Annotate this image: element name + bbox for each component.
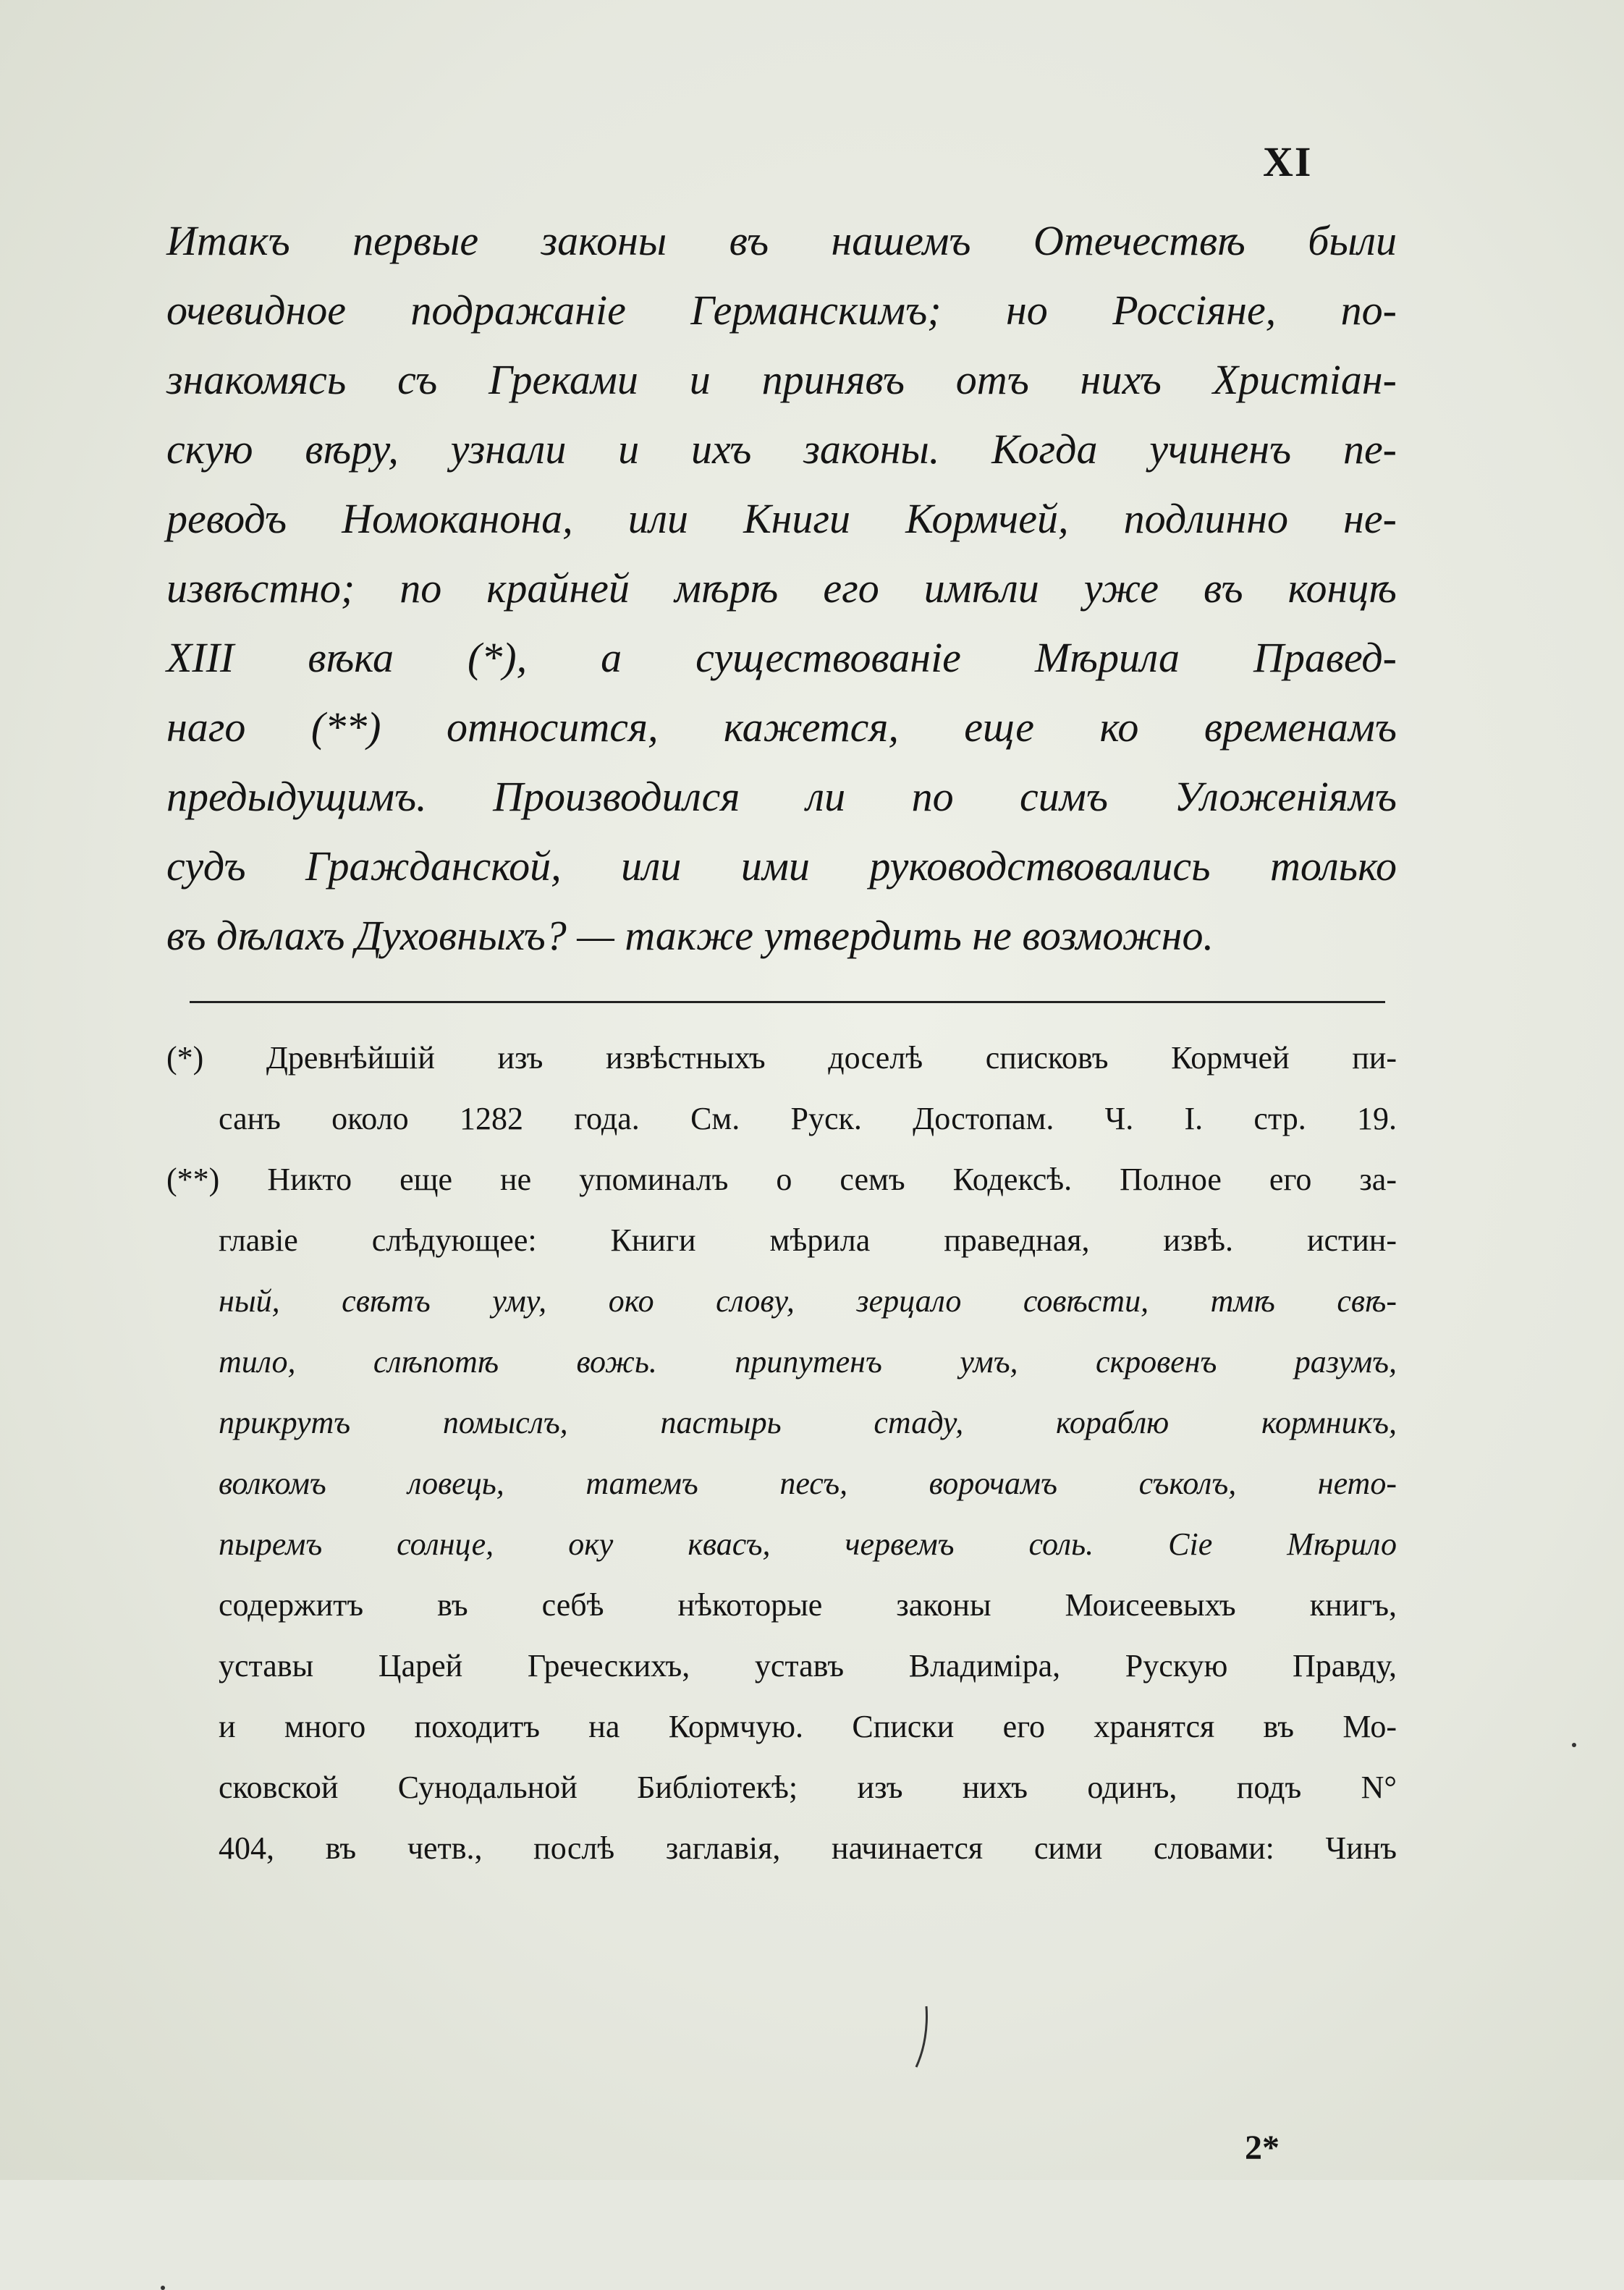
main-text-line: знакомясь съ Греками и принявъ отъ нихъ Христіан- [166,356,1397,403]
main-text-line: реводъ Номоканона, или Книги Кормчей, подлинно не- [166,495,1397,542]
footnote-line: 404, въ четв., послѣ заглавія, начинается сими словами: Чинъ [219,1830,1397,1866]
page-number: XI [1263,138,1313,185]
footnote-line: ный, свѣтъ уму, око слову, зерцало совѣсти, тмѣ свѣ- [219,1283,1397,1319]
footnote-divider [190,1001,1385,1003]
main-text-line: въ дѣлахъ Духовныхъ? — также утвердить не возможно. [166,912,1214,959]
footnote-line: сковской Сунодальной Библіотекѣ; изъ нихъ одинъ, подъ N° [219,1770,1397,1805]
footnote-line: (**) Никто еще не упоминалъ о семъ Кодексѣ. Полное его за- [166,1162,1397,1197]
pencil-mark [912,2005,934,2070]
ink-speck [1572,1743,1576,1747]
main-text-line: наго (**) относится, кажется, еще ко временамъ [166,704,1397,751]
main-text-line: извѣстно; по крайней мѣрѣ его имѣли уже въ концѣ [166,565,1397,612]
footnotes [166,1028,1397,1879]
main-text-line: судъ Гражданской, или ими руководствовались только [166,842,1397,890]
footnote-line: пыремъ солнце, оку квасъ, червемъ соль. Сіе Мѣрило [219,1526,1397,1562]
footnote-line: прикрутъ помыслъ, пастырь стаду, кораблю кормникъ, [219,1405,1397,1440]
signature-mark: 2* [1245,2129,1280,2167]
main-text-line: XIII вѣка (*), а существованіе Мѣрила Правед- [166,634,1397,681]
footnote-line: (*) Древнѣйшій изъ извѣстныхъ доселѣ списковъ Кормчей пи- [166,1040,1397,1076]
footnote-line: и много походитъ на Кормчую. Списки его хранятся въ Мо- [219,1709,1397,1744]
main-text-line: Итакъ первые законы въ нашемъ Отечествѣ были [166,217,1397,264]
footnote-line: уставы Царей Греческихъ, уставъ Владиміра, Рускую Правду, [219,1648,1397,1683]
main-text-line: предыдущимъ. Производился ли по симъ Уложеніямъ [166,773,1397,820]
main-text-line: очевидное подражаніе Германскимъ; но Россіяне, по- [166,287,1397,334]
main-text [166,206,1397,971]
footnote-line: санъ около 1282 года. См. Руск. Достопам. Ч. I. стр. 19. [219,1101,1397,1136]
footnote-line: содержитъ въ себѣ нѣкоторые законы Моисеевыхъ книгъ, [219,1587,1397,1623]
footnote-line: волкомъ ловець, татемъ песъ, ворочамъ съколъ, нето- [219,1466,1397,1501]
footnote-line: тило, слѣпотѣ вожь. припутенъ умъ, скровенъ разумъ, [219,1344,1397,1380]
main-text-line: скую вѣру, узнали и ихъ законы. Когда учиненъ пе- [166,426,1397,473]
ink-speck [161,2286,165,2290]
footnote-line: главіе слѣдующее: Книги мѣрила праведная, извѣ. истин- [219,1222,1397,1258]
